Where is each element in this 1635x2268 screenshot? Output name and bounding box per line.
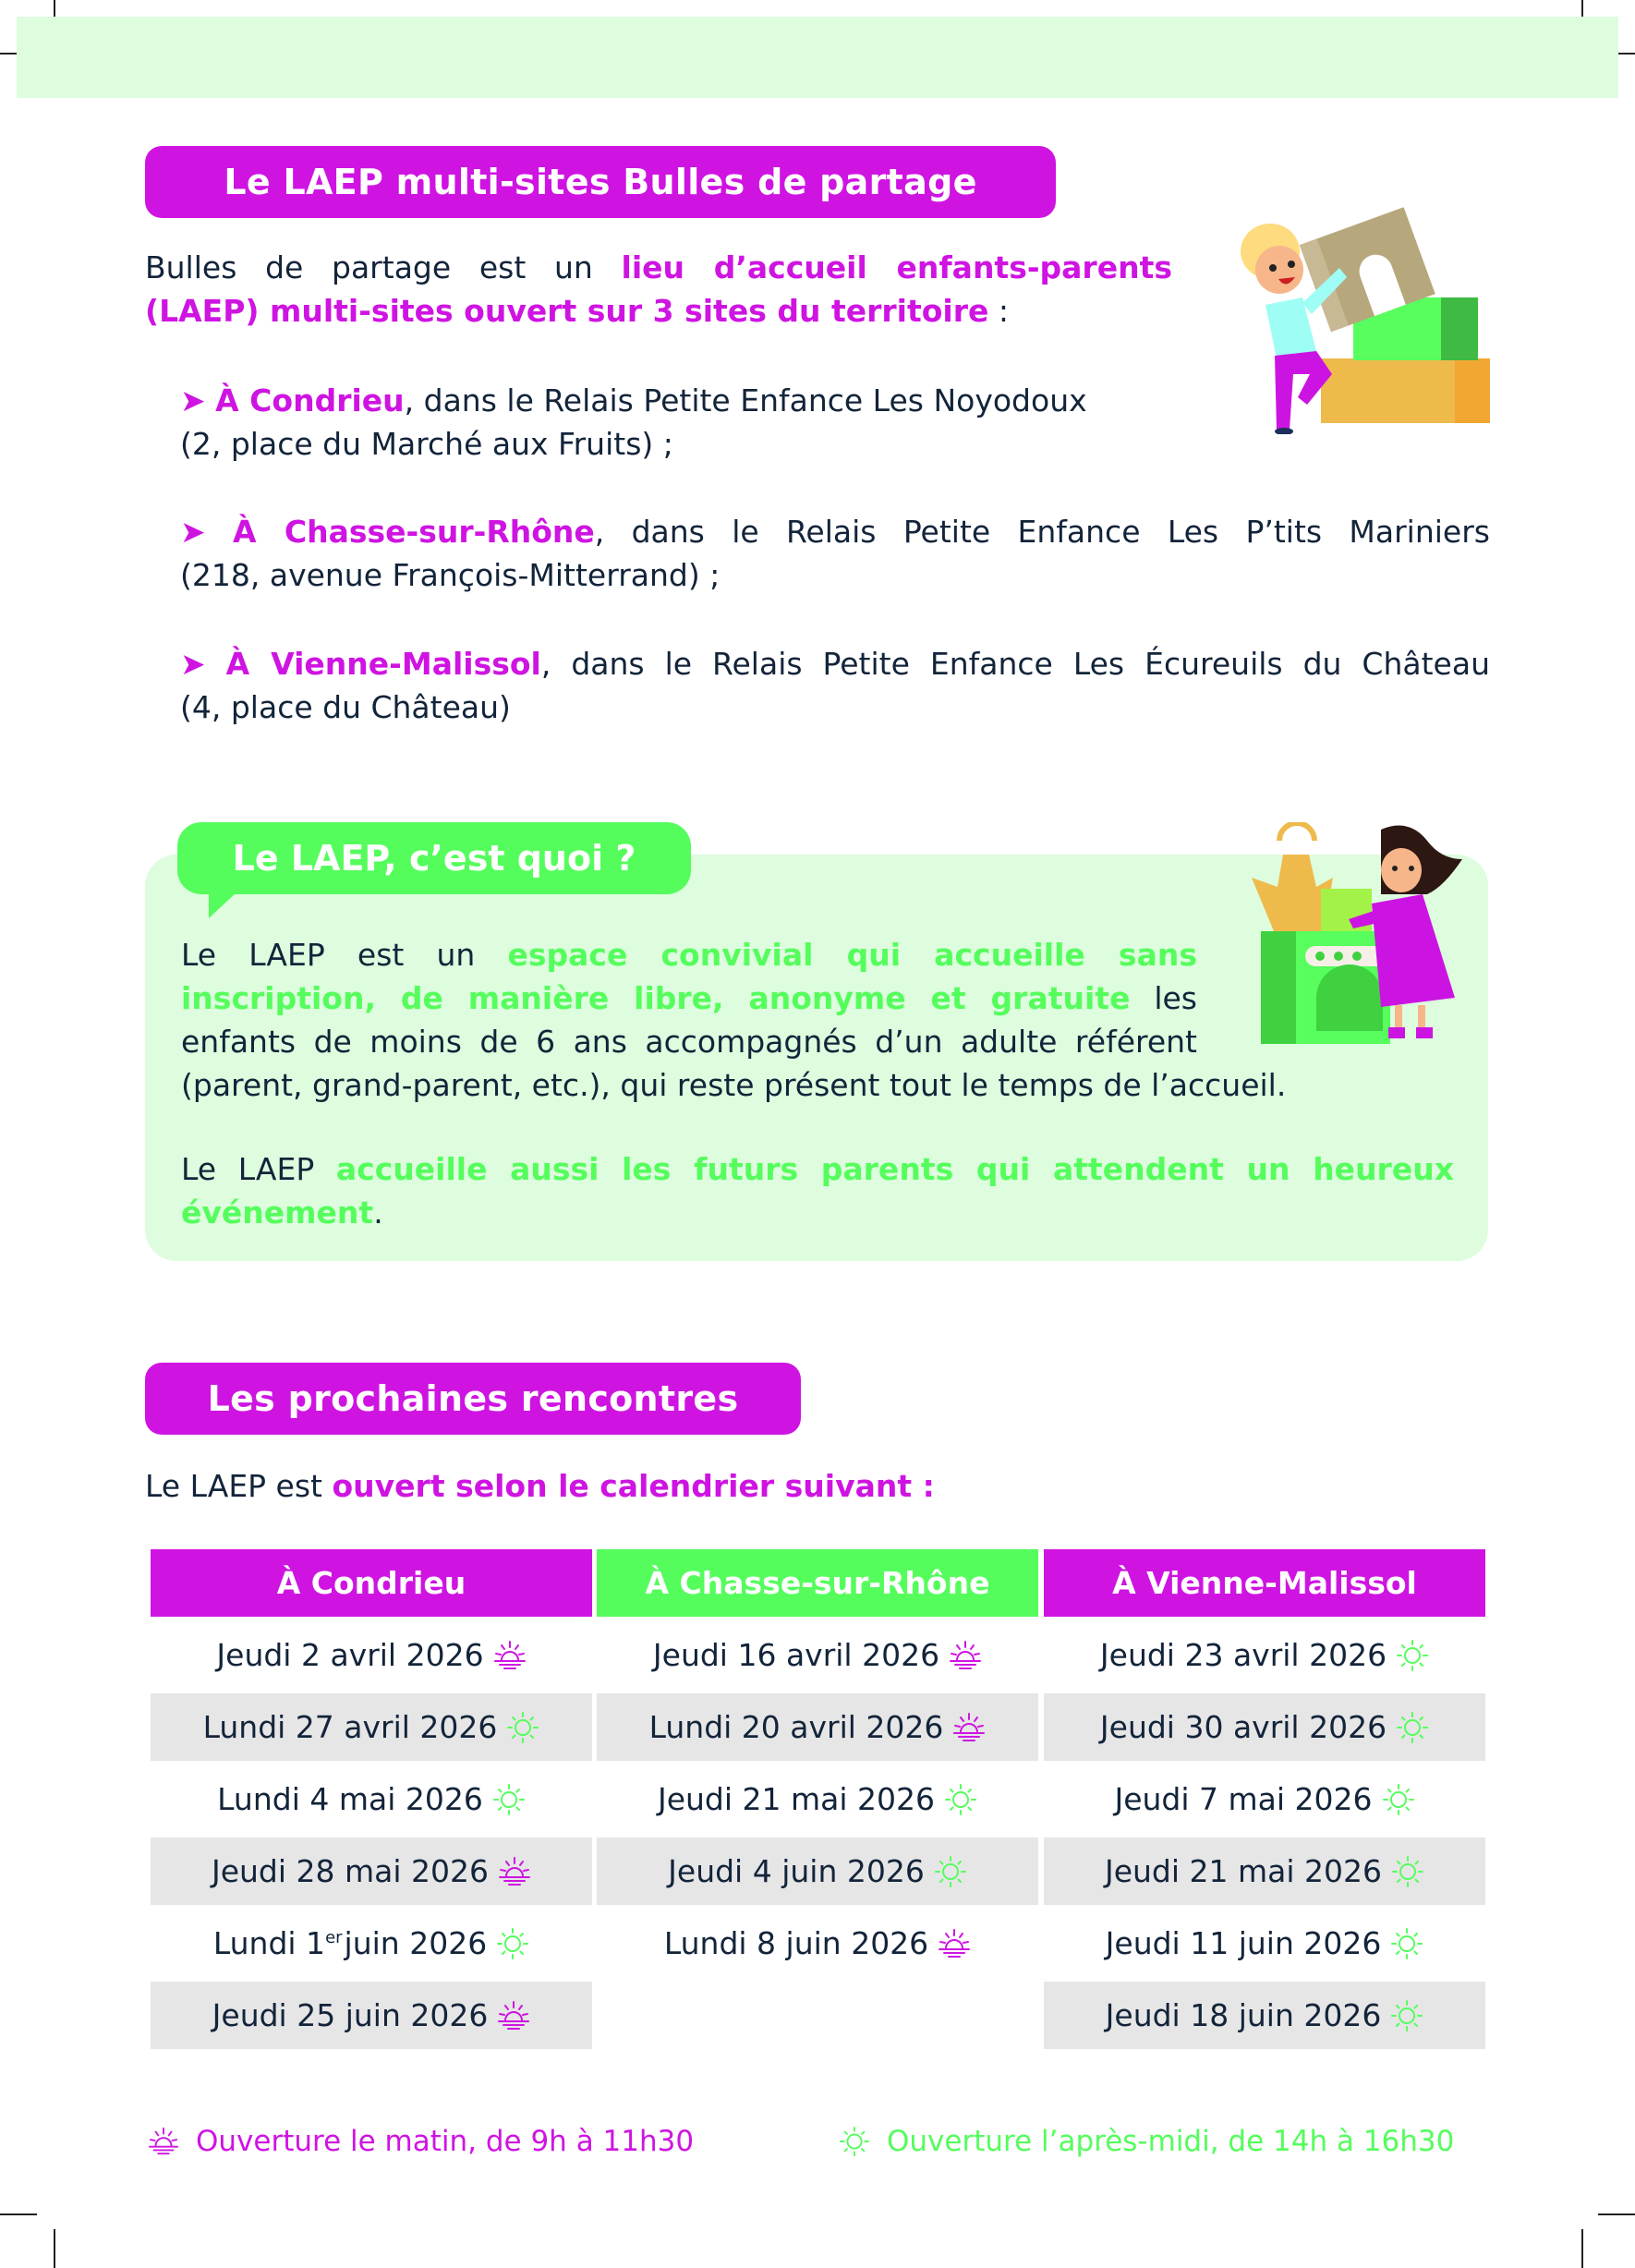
calendar-column-header: À Vienne-Malissol [1044, 1549, 1485, 1617]
calendar-intro-highlight: ouvert selon le calendrier suivant : [332, 1468, 935, 1504]
site-address: (2, place du Marché aux Fruits) ; [180, 426, 673, 462]
sun-icon [1390, 2000, 1423, 2031]
legend-afternoon-label: Ouverture l’après-midi, de 14h à 16h30 [887, 2125, 1455, 2158]
calendar-cell [151, 1693, 592, 1761]
laep-definition-paragraph [181, 933, 1197, 1063]
calendar-date: Jeudi 4 juin 2026 [668, 1853, 925, 1889]
calendar-cell [151, 1621, 592, 1689]
laep-p1-suffix: les enfants de moins de 6 ans accompagnés d’un adulte référent [181, 980, 1197, 1060]
sunrise-icon [148, 2126, 179, 2157]
sunrise-icon [498, 1856, 531, 1887]
sunrise-icon [952, 1712, 986, 1743]
sunrise-icon [949, 1640, 982, 1671]
calendar-cell-empty [597, 1982, 1038, 2049]
intro-highlight-1: lieu d’accueil enfants-parents [621, 249, 1173, 285]
calendar-column [597, 1549, 1038, 2049]
calendar-cell [597, 1837, 1038, 1905]
section-title-prochaines-rencontres: Les prochaines rencontres [145, 1363, 801, 1435]
calendar-cell [597, 1765, 1038, 1833]
section-title-laep-quoi: Le LAEP, c’est quoi ? [177, 822, 691, 894]
sun-icon [506, 1712, 539, 1743]
site-item-vienne-malissol [180, 642, 1490, 729]
intro-paragraph [145, 246, 1172, 333]
calendar-date: Jeudi 25 juin 2026 [212, 1997, 489, 2033]
intro-suffix: : [988, 293, 1009, 329]
calendar-cell [597, 1621, 1038, 1689]
site-address: (4, place du Château) [180, 689, 511, 725]
sun-icon [1391, 1856, 1424, 1887]
sun-icon [839, 2126, 870, 2157]
calendar-column [1044, 1549, 1485, 2049]
calendar-date: Jeudi 21 mai 2026 [1104, 1853, 1383, 1889]
sun-icon [492, 1784, 526, 1815]
laep-definition-last-line: (parent, grand-parent, etc.), qui reste présent tout le temps de l’accueil. [181, 1067, 1287, 1103]
sunrise-icon [497, 2000, 530, 2031]
sun-icon [934, 1856, 967, 1887]
calendar-cell [151, 1982, 592, 2049]
sunrise-icon [938, 1928, 971, 1959]
laep-p2-suffix: . [373, 1195, 383, 1231]
crop-mark [0, 2213, 37, 2215]
calendar-date: Lundi 4 mai 2026 [217, 1781, 483, 1817]
sun-icon [1396, 1640, 1429, 1671]
calendar-date: Jeudi 23 avril 2026 [1099, 1637, 1387, 1673]
girl-at-toy-stove-illustration [1242, 822, 1483, 1044]
calendar-date: Lundi 8 juin 2026 [663, 1925, 929, 1961]
site-address: (218, avenue François-Mitterrand) ; [180, 557, 721, 593]
calendar-cell [1044, 1910, 1485, 1977]
site-desc: , dans le Relais Petite Enfance Les Noyodoux [404, 382, 1087, 418]
calendar-cell [1044, 1693, 1485, 1761]
calendar-column-header: À Chasse-sur-Rhône [597, 1549, 1038, 1617]
calendar-date: Jeudi 30 avril 2026 [1099, 1709, 1387, 1745]
sun-icon [496, 1928, 529, 1959]
sun-icon [1396, 1712, 1429, 1743]
calendar-intro-prefix: Le LAEP est [145, 1468, 333, 1504]
sun-icon [1390, 1928, 1423, 1959]
sunrise-icon [493, 1640, 527, 1671]
legend-morning-label: Ouverture le matin, de 9h à 11h30 [196, 2125, 695, 2158]
calendar-cell [597, 1910, 1038, 1977]
calendar-cell [1044, 1765, 1485, 1833]
site-desc: , dans le Relais Petite Enfance Les P’tits Mariniers [594, 514, 1490, 550]
calendar-column [151, 1549, 592, 2049]
site-item-chasse-sur-rhone [180, 510, 1490, 597]
laep-p2-highlight: accueille aussi les futurs parents qui attendent un heureux événement [181, 1151, 1454, 1231]
laep-p1-prefix: Le LAEP est un [181, 937, 508, 973]
calendar-cell [1044, 1837, 1485, 1905]
arrow-icon: ➤ [180, 646, 206, 682]
ordinal-suffix: er [325, 1928, 343, 1947]
calendar-cell [1044, 1621, 1485, 1689]
boy-with-blocks-illustration [1219, 194, 1496, 434]
speech-bubble-tail [209, 892, 236, 918]
site-name: À Chasse-sur-Rhône [233, 514, 595, 550]
sun-icon [944, 1784, 977, 1815]
calendar-date: juin 2026 [344, 1925, 488, 1961]
calendar-cell [597, 1693, 1038, 1761]
arrow-icon: ➤ [180, 382, 206, 418]
calendar-cell [151, 1910, 592, 1977]
laep-p1-highlight: espace convivial qui accueille sans inscription, de manière libre, anonyme et gratuite [181, 937, 1197, 1016]
intro-highlight-2: (LAEP) multi-sites ouvert sur 3 sites du territoire [145, 293, 989, 329]
site-desc: , dans le Relais Petite Enfance Les Écureuils du Château [540, 646, 1490, 682]
crop-mark [1598, 2213, 1635, 2215]
laep-future-parents-paragraph [181, 1147, 1454, 1234]
calendar-column-header: À Condrieu [151, 1549, 592, 1617]
section-title-bulles-de-partage: Le LAEP multi-sites Bulles de partage [145, 146, 1056, 218]
calendar-date: Jeudi 7 mai 2026 [1114, 1781, 1373, 1817]
calendar-intro [145, 1464, 935, 1508]
calendar-date: Jeudi 18 juin 2026 [1105, 1997, 1382, 2033]
sun-icon [1382, 1784, 1415, 1815]
site-item-condrieu [180, 379, 1173, 466]
site-name: À Condrieu [215, 382, 405, 418]
site-name: À Vienne-Malissol [225, 646, 541, 682]
calendar-date: Jeudi 11 juin 2026 [1105, 1925, 1382, 1961]
laep-p2-prefix: Le LAEP [181, 1151, 336, 1187]
calendar-date: Jeudi 21 mai 2026 [657, 1781, 936, 1817]
crop-mark [1581, 2229, 1583, 2268]
calendar-cell [1044, 1982, 1485, 2049]
legend-afternoon [839, 2125, 1454, 2158]
calendar-date: Jeudi 2 avril 2026 [216, 1637, 484, 1673]
calendar-date: Lundi 1 [212, 1925, 326, 1961]
header-band [17, 17, 1618, 98]
legend-morning [148, 2125, 694, 2158]
calendar-cell [151, 1765, 592, 1833]
calendar-cell [151, 1837, 592, 1905]
calendar-date: Lundi 27 avril 2026 [202, 1709, 498, 1745]
calendar-date: Jeudi 28 mai 2026 [211, 1853, 490, 1889]
calendar-date: Lundi 20 avril 2026 [648, 1709, 944, 1745]
crop-mark [54, 2229, 55, 2268]
intro-prefix: Bulles de partage est un [145, 249, 622, 285]
arrow-icon: ➤ [180, 514, 206, 550]
calendar-date: Jeudi 16 avril 2026 [652, 1637, 940, 1673]
